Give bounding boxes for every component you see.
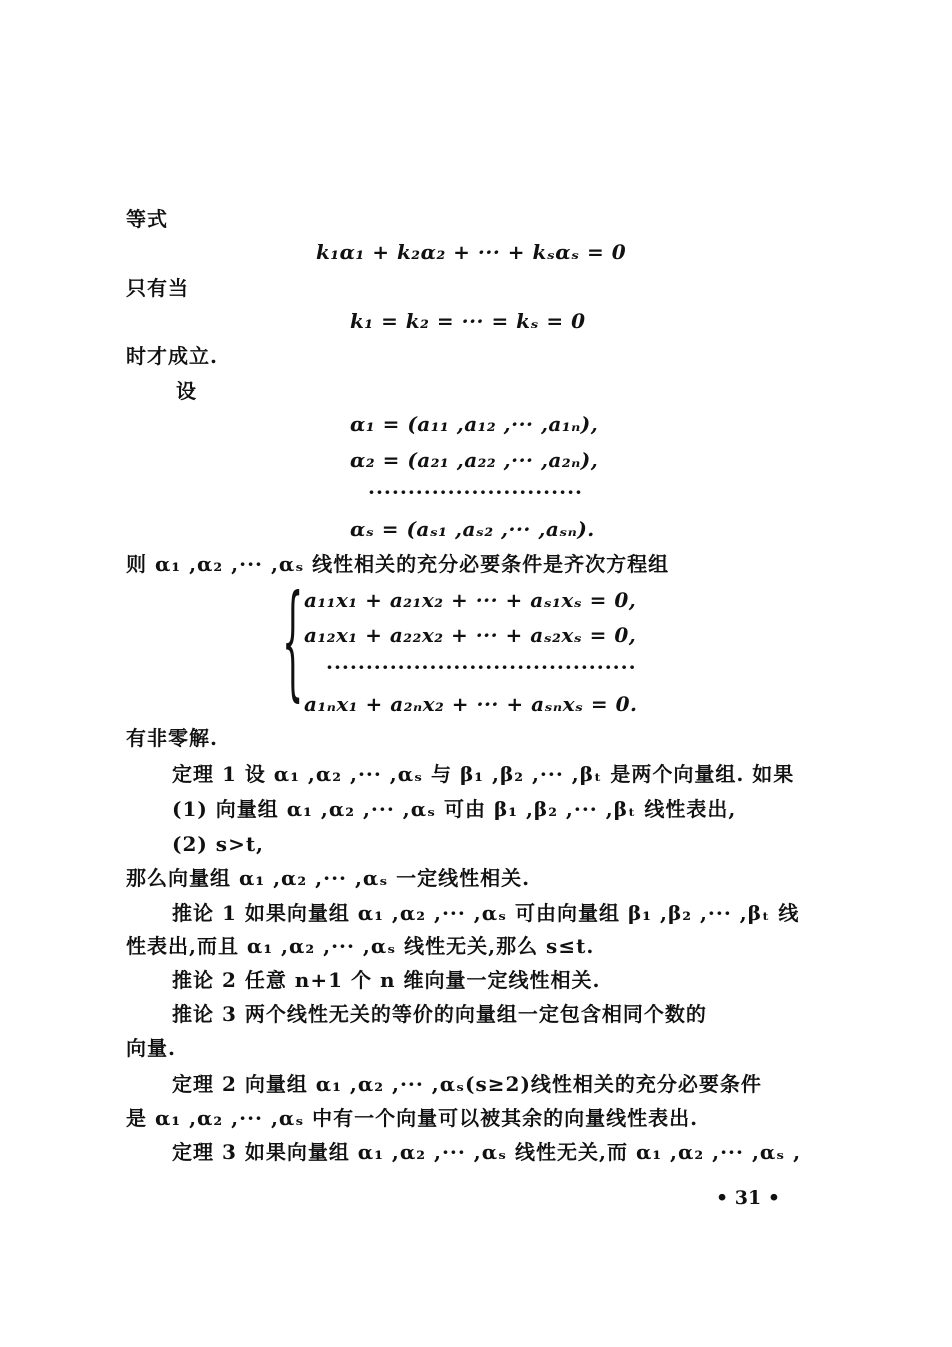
text-line-holds: 时才成立. [126,344,218,368]
theorem-3-line-1: 定理 3 如果向量组 α₁ ,α₂ ,··· ,αₛ 线性无关,而 α₁ ,α₂ ,··· ,αₛ , [172,1140,802,1164]
vector-alpha-1: α₁ = (a₁₁ ,a₁₂ ,··· ,a₁ₙ), [350,412,599,436]
text-line-condition: 则 α₁ ,α₂ ,··· ,αₛ 线性相关的充分必要条件是齐次方程组 [126,552,670,576]
equation-linear-combination: k₁α₁ + k₂α₂ + ··· + kₛαₛ = 0 [316,240,627,264]
theorem-2-line-1: 定理 2 向量组 α₁ ,α₂ ,··· ,αₛ(s≥2)线性相关的充分必要条件 [172,1072,762,1096]
system-equation-n: a₁ₙx₁ + a₂ₙx₂ + ··· + aₛₙxₛ = 0. [304,692,638,716]
system-equation-1: a₁₁x₁ + a₂₁x₂ + ··· + aₛ₁xₛ = 0, [304,588,637,612]
text-line-equation-intro: 等式 [126,207,168,231]
corollary-1-line-2: 性表出,而且 α₁ ,α₂ ,··· ,αₛ 线性无关,那么 s≤t. [126,934,595,958]
theorem-2-line-2: 是 α₁ ,α₂ ,··· ,αₛ 中有一个向量可以被其余的向量线性表出. [126,1106,699,1130]
theorem-1-conclusion: 那么向量组 α₁ ,α₂ ,··· ,αₛ 一定线性相关. [126,866,531,890]
text-line-only-when: 只有当 [126,276,189,300]
vector-alpha-s: αₛ = (aₛ₁ ,aₛ₂ ,··· ,aₛₙ). [350,517,595,541]
vector-alpha-2: α₂ = (a₂₁ ,a₂₂ ,··· ,a₂ₙ), [350,448,599,472]
dotted-row-system: ······································· [326,655,637,679]
dotted-row-vectors: ··························· [368,480,583,504]
system-left-brace: { [282,567,304,714]
corollary-3-line-2: 向量. [126,1036,176,1060]
corollary-3-line-1: 推论 3 两个线性无关的等价的向量组一定包含相同个数的 [172,1002,707,1026]
theorem-1-condition-1: (1) 向量组 α₁ ,α₂ ,··· ,αₛ 可由 β₁ ,β₂ ,··· ,βₜ 线性表出, [172,797,737,821]
page-number: • 31 • [716,1187,780,1209]
theorem-1-condition-2: (2) s>t, [172,832,265,856]
theorem-1-statement: 定理 1 设 α₁ ,α₂ ,··· ,αₛ 与 β₁ ,β₂ ,··· ,βₜ 是两个向量组. 如果 [172,762,795,786]
text-line-nonzero-solution: 有非零解. [126,726,218,750]
corollary-2: 推论 2 任意 n+1 个 n 维向量一定线性相关. [172,968,601,992]
system-equation-2: a₁₂x₁ + a₂₂x₂ + ··· + aₛ₂xₛ = 0, [304,623,637,647]
text-line-let: 设 [176,379,197,403]
equation-coefficients-zero: k₁ = k₂ = ··· = kₛ = 0 [350,309,586,333]
corollary-1-line-1: 推论 1 如果向量组 α₁ ,α₂ ,··· ,αₛ 可由向量组 β₁ ,β₂ ,··· ,βₜ 线 [172,901,800,925]
